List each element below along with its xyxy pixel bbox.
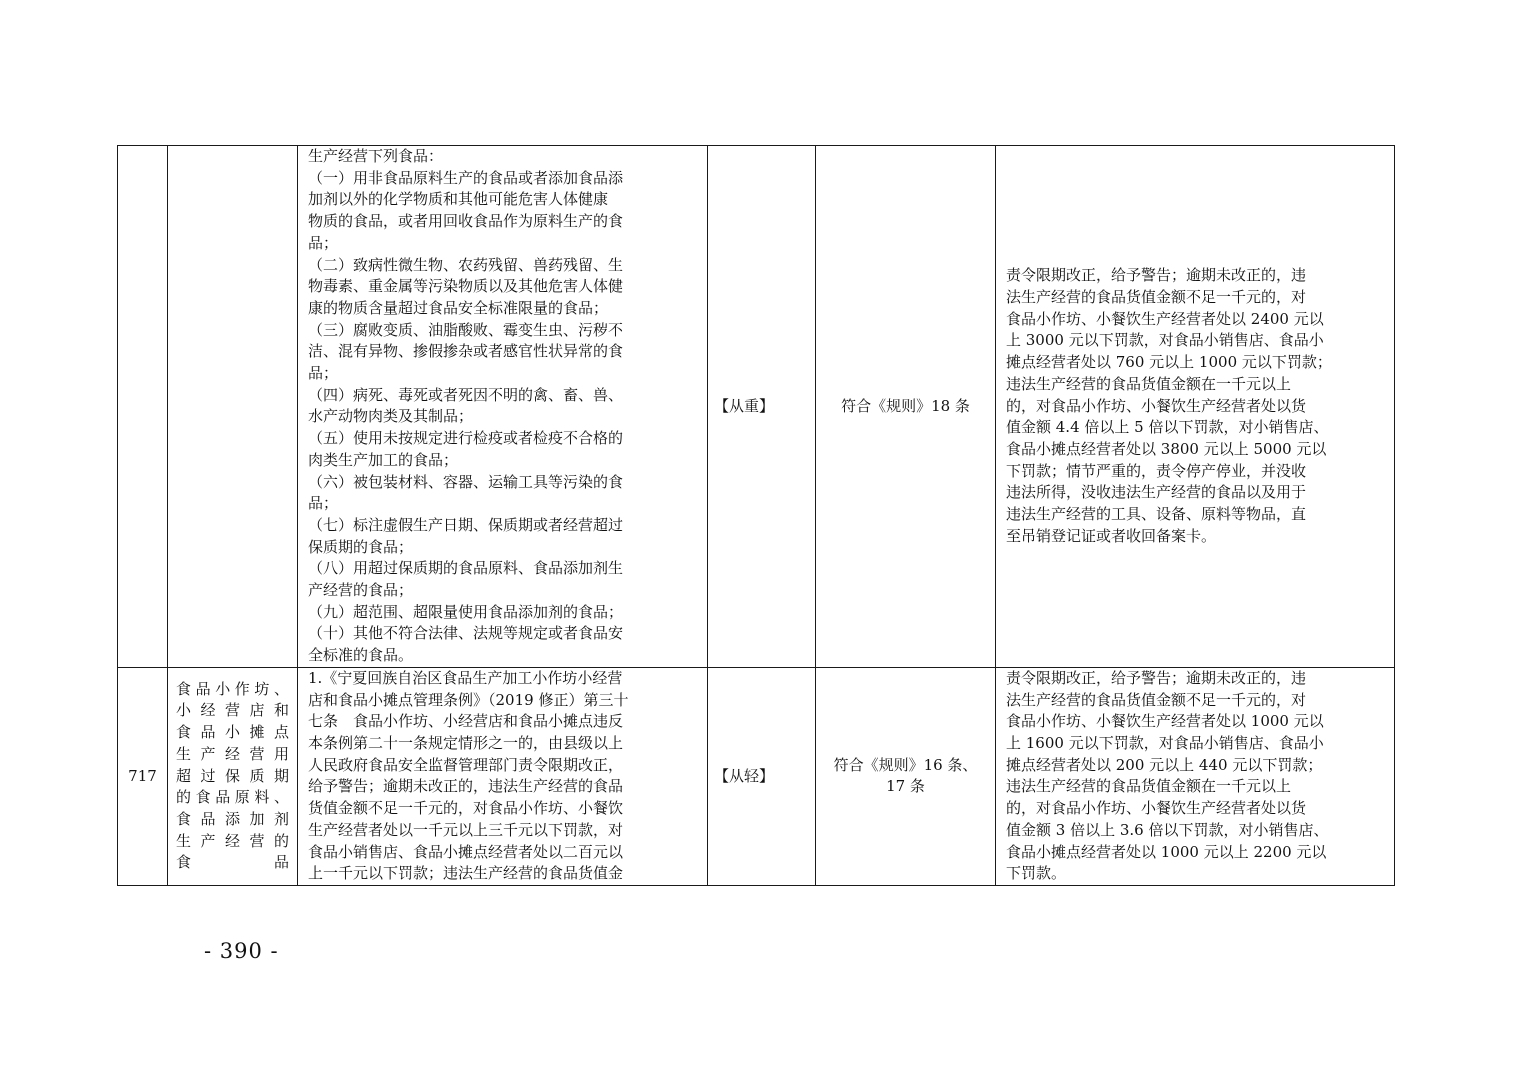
text-line: （八）用超过保质期的食品原料、食品添加剂生 (308, 559, 624, 578)
page-number: - 390 - (204, 939, 279, 963)
text-line: 加剂以外的化学物质和其他可能危害人体健康 (308, 190, 609, 209)
text-line: 全标准的食品。 (308, 646, 414, 665)
text-line: 物质的食品，或者用回收食品作为原料生产的食 (308, 212, 624, 231)
legal-basis-cell (298, 667, 708, 885)
text-line: 摊点经营者处以 760 元以上 1000 元以下罚款； (1006, 353, 1332, 372)
text-line: 上 1600 元以下罚款，对食品小销售店、食品小 (1006, 733, 1324, 752)
text-line: 保质期的食品； (308, 537, 414, 556)
text-line: 17 条 (886, 777, 925, 796)
text-line: （九）超范围、超限量使用食品添加剂的食品； (308, 602, 624, 621)
text-line: 违法所得，没收违法生产经营的食品以及用于 (1006, 483, 1307, 502)
text-line: 生产经营者处以一千元以上三千元以下罚款，对 (308, 820, 624, 839)
condition-lines (816, 396, 995, 418)
legal-basis-cell (298, 146, 708, 668)
penalty-lines (1006, 265, 1388, 547)
text-line: 食品 (176, 853, 289, 872)
text-line: （四）病死、毒死或者死因不明的禽、畜、兽、 (308, 385, 624, 404)
text-line: （五）使用未按规定进行检疫或者检疫不合格的 (308, 429, 624, 448)
text-line: 值金额 4.4 倍以上 5 倍以下罚款，对小销售店、 (1006, 418, 1329, 437)
text-line: 食品小销售店、食品小摊点经营者处以二百元以 (308, 842, 624, 861)
text-line: 给予警告；逾期未改正的，违法生产经营的食品 (308, 777, 624, 796)
discretion-level-cell: 【从轻】 (708, 667, 816, 885)
basis-lines (308, 668, 701, 885)
basis-lines (308, 146, 701, 667)
violation-item-cell (168, 667, 298, 885)
text-line: 生产经营用 (176, 744, 289, 763)
text-line: 食品小作坊、小餐饮生产经营者处以 2400 元以 (1006, 309, 1324, 328)
text-line: （一）用非食品原料生产的食品或者添加食品添 (308, 168, 624, 187)
text-line: 违法生产经营的工具、设备、原料等物品，直 (1006, 505, 1307, 524)
text-line: 生产经营的 (176, 831, 289, 850)
table-row (118, 667, 1395, 885)
text-line: 水产动物肉类及其制品； (308, 407, 474, 426)
text-line: 的，对食品小作坊、小餐饮生产经营者处以货 (1006, 799, 1307, 818)
text-line: 违法生产经营的食品货值金额在一千元以上 (1006, 374, 1292, 393)
penalty-table (117, 145, 1395, 886)
discretion-level-cell: 【从重】 (708, 146, 816, 668)
item-lines (176, 679, 289, 874)
text-line: 肉类生产加工的食品； (308, 450, 459, 469)
text-line: 的食品原料、 (176, 788, 289, 807)
text-line: 超过保质期 (176, 766, 289, 785)
text-line: 至吊销登记证或者收回备案卡。 (1006, 526, 1217, 545)
text-line: 责令限期改正，给予警告；逾期未改正的，违 (1006, 266, 1307, 285)
text-line: 食品小摊点 (176, 723, 289, 742)
text-line: 康的物质含量超过食品安全标准限量的食品； (308, 298, 609, 317)
text-line: （三）腐败变质、油脂酸败、霉变生虫、污秽不 (308, 320, 624, 339)
text-line: 品； (308, 364, 339, 383)
text-line: 产经营的食品； (308, 581, 414, 600)
row-number-cell: 717 (118, 667, 168, 885)
text-line: 七条 食品小作坊、小经营店和食品小摊点违反 (308, 712, 624, 731)
text-line: 下罚款。 (1006, 864, 1067, 883)
violation-item-cell (168, 146, 298, 668)
text-line: 值金额 3 倍以上 3.6 倍以下罚款，对小销售店、 (1006, 820, 1329, 839)
row-number-cell (118, 146, 168, 668)
text-line: 人民政府食品安全监督管理部门责令限期改正， (308, 755, 624, 774)
text-line: 品； (308, 494, 339, 513)
penalty-standard-cell (996, 667, 1395, 885)
text-line: 的，对食品小作坊、小餐饮生产经营者处以货 (1006, 396, 1307, 415)
text-line: （二）致病性微生物、农药残留、兽药残留、生 (308, 255, 624, 274)
text-line: 洁、混有异物、掺假掺杂或者感官性状异常的食 (308, 342, 624, 361)
applicable-condition-cell (816, 146, 996, 668)
applicable-condition-cell (816, 667, 996, 885)
text-line: 法生产经营的食品货值金额不足一千元的，对 (1006, 690, 1307, 709)
text-line: 食品小作坊、 (176, 679, 289, 698)
text-line: （七）标注虚假生产日期、保质期或者经营超过 (308, 515, 624, 534)
text-line: 1.《宁夏回族自治区食品生产加工小作坊小经营 (308, 668, 623, 687)
text-line: 食品小摊点经营者处以 1000 元以上 2200 元以 (1006, 842, 1327, 861)
penalty-standard-cell (996, 146, 1395, 668)
condition-lines (816, 755, 995, 798)
text-line: 店和食品小摊点管理条例》（2019 修正）第三十 (308, 690, 629, 709)
text-line: 品； (308, 233, 339, 252)
penalty-lines (1006, 668, 1388, 885)
text-line: 责令限期改正，给予警告；逾期未改正的，违 (1006, 668, 1307, 687)
table-row (118, 146, 1395, 668)
text-line: 法生产经营的食品货值金额不足一千元的，对 (1006, 288, 1307, 307)
text-line: 物毒素、重金属等污染物质以及其他危害人体健 (308, 277, 624, 296)
text-line: 符合《规则》18 条 (841, 396, 970, 415)
text-line: 货值金额不足一千元的，对食品小作坊、小餐饮 (308, 799, 624, 818)
text-line: 本条例第二十一条规定情形之一的，由县级以上 (308, 733, 624, 752)
text-line: 下罚款；情节严重的，责令停产停业，并没收 (1006, 461, 1307, 480)
text-line: 小经营店和 (176, 701, 289, 720)
text-line: 食品添加剂 (176, 809, 289, 828)
text-line: 摊点经营者处以 200 元以上 440 元以下罚款； (1006, 755, 1323, 774)
text-line: 食品小作坊、小餐饮生产经营者处以 1000 元以 (1006, 712, 1324, 731)
text-line: 生产经营下列食品： (308, 147, 444, 165)
text-line: 上一千元以下罚款；违法生产经营的食品货值金 (308, 864, 624, 883)
text-line: 符合《规则》16 条、 (833, 755, 978, 774)
text-line: 上 3000 元以下罚款，对食品小销售店、食品小 (1006, 331, 1324, 350)
text-line: 违法生产经营的食品货值金额在一千元以上 (1006, 777, 1292, 796)
text-line: （十）其他不符合法律、法规等规定或者食品安 (308, 624, 624, 643)
text-line: 食品小摊点经营者处以 3800 元以上 5000 元以 (1006, 439, 1327, 458)
text-line: （六）被包装材料、容器、运输工具等污染的食 (308, 472, 624, 491)
